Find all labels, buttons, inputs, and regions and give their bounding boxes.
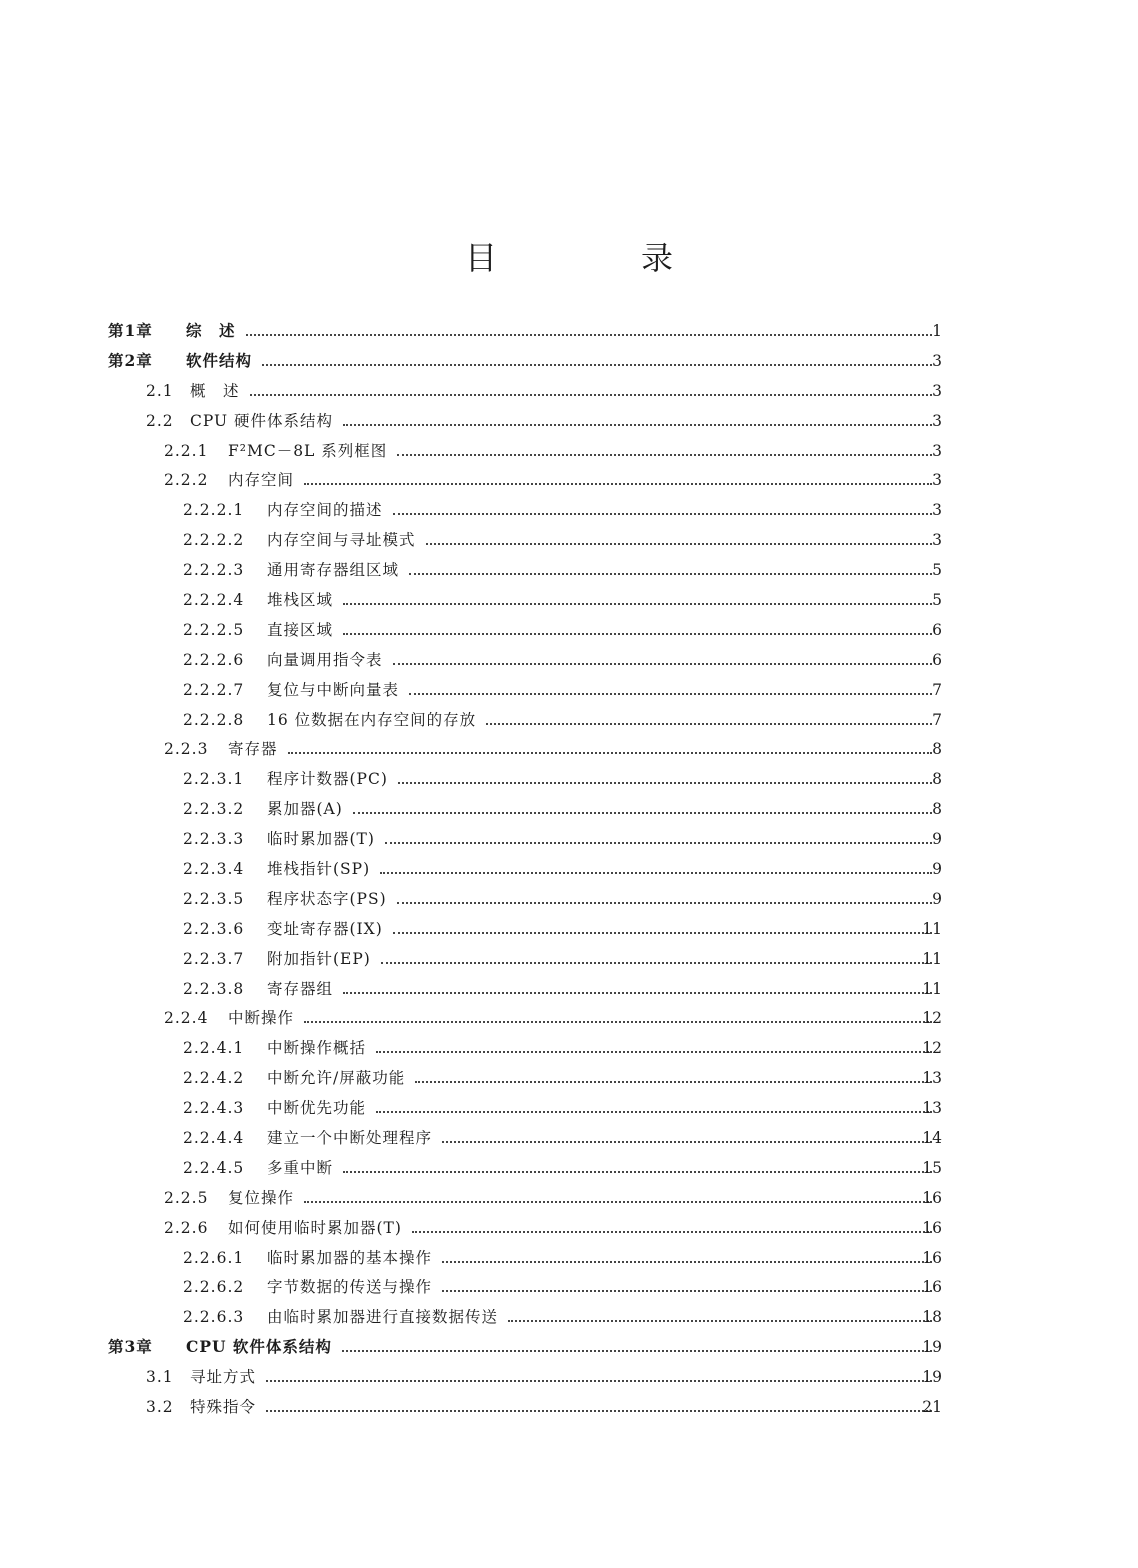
dot-leader (409, 571, 932, 575)
toc-entry-label: CPU 硬件体系结构 (190, 411, 334, 430)
toc-entry-page: 19 (922, 1338, 942, 1357)
toc-entry (0, 465, 1138, 495)
toc-entry-number: 2.2.2.7 (183, 680, 245, 699)
toc-entry (0, 555, 1138, 585)
toc-entry-label: 概 述 (190, 381, 240, 400)
toc-entry-label: 寻址方式 (190, 1368, 257, 1387)
toc-entry-page: 8 (932, 740, 942, 759)
toc-entry-page: 9 (932, 889, 942, 908)
dot-leader (398, 780, 932, 784)
dot-leader (397, 900, 932, 904)
toc-entry (0, 1063, 1138, 1093)
toc-entry-label: 寄存器 (228, 740, 278, 759)
toc-entry-page: 1 (932, 321, 942, 340)
dot-leader (442, 1139, 932, 1143)
toc-entry-page: 9 (932, 830, 942, 849)
dot-leader (343, 1169, 932, 1173)
toc-entry (0, 1392, 1138, 1422)
toc-entry-page: 14 (922, 1128, 942, 1147)
toc-entry (0, 1213, 1138, 1243)
toc-entry-number: 3.2 (146, 1398, 174, 1416)
toc-entry-label: 临时累加器的基本操作 (267, 1248, 433, 1267)
dot-leader (250, 392, 932, 396)
toc-entry (0, 1093, 1138, 1123)
dot-leader (262, 362, 932, 366)
dot-leader (393, 661, 932, 665)
toc-entry-page: 15 (922, 1158, 942, 1177)
dot-leader (304, 1019, 932, 1023)
toc-entry-page: 3 (932, 411, 942, 430)
dot-leader (353, 810, 932, 814)
toc-entry-page: 5 (932, 590, 942, 609)
dot-leader (376, 1109, 932, 1113)
toc-entry-label: 如何使用临时累加器(T) (228, 1218, 402, 1237)
toc-entry-label: 附加指针(EP) (267, 949, 371, 968)
toc-entry (0, 1123, 1138, 1153)
toc-entry-label: 直接区域 (267, 620, 334, 639)
toc-entry (0, 585, 1138, 615)
toc-entry-label: 内存空间的描述 (267, 501, 383, 520)
toc-entry-page: 3 (932, 531, 942, 550)
dot-leader (343, 601, 932, 605)
toc-entry (0, 1273, 1138, 1303)
toc-entry-number: 2.2.4.2 (183, 1069, 245, 1088)
toc-entry (0, 406, 1138, 436)
toc-entry-number: 2.2.4.4 (183, 1128, 245, 1147)
toc-entry (0, 794, 1138, 824)
toc-entry-label: 程序计数器(PC) (267, 770, 388, 789)
toc-entry-page: 6 (932, 650, 942, 669)
dot-leader (343, 631, 932, 635)
toc-entry-number: 2.2.3.3 (183, 830, 245, 849)
dot-leader (304, 1199, 932, 1203)
toc-entry-number: 2.2.3.7 (183, 949, 245, 968)
toc-entry-page: 11 (922, 979, 942, 998)
toc-entry-page: 11 (922, 919, 942, 938)
toc-entry-label: 多重中断 (267, 1158, 334, 1177)
toc-entry (0, 675, 1138, 705)
toc-entry-page: 3 (932, 501, 942, 520)
toc-entry-label: 堆栈指针(SP) (267, 859, 371, 878)
toc-entry-number: 3.1 (146, 1368, 174, 1387)
dot-leader (376, 1049, 932, 1053)
dot-leader (381, 960, 932, 964)
toc-entry (0, 1153, 1138, 1183)
dot-leader (397, 452, 932, 456)
toc-entry (0, 944, 1138, 974)
dot-leader (288, 750, 932, 754)
toc-entry-page: 13 (922, 1099, 942, 1118)
toc-entry-label: CPU 软件体系结构 (186, 1337, 332, 1357)
toc-entry-label: 堆栈区域 (267, 590, 334, 609)
toc-entry-number: 第2章 (108, 350, 153, 370)
toc-entry-label: 软件结构 (186, 350, 253, 370)
toc-entry (0, 376, 1138, 406)
toc-entry (0, 1332, 1138, 1362)
toc-entry-label: 中断允许/屏蔽功能 (267, 1069, 406, 1088)
dot-leader (343, 422, 932, 426)
dot-leader (442, 1288, 932, 1292)
dot-leader (385, 840, 932, 844)
table-of-contents (0, 316, 1138, 1422)
dot-leader (415, 1079, 932, 1083)
toc-entry (0, 705, 1138, 735)
toc-entry-label: 建立一个中断处理程序 (267, 1128, 433, 1147)
toc-entry-label: F²MC－8L 系列框图 (228, 441, 388, 460)
toc-entry-number: 2.2.2.5 (183, 620, 245, 639)
toc-entry-label: 寄存器组 (267, 979, 334, 998)
toc-entry (0, 854, 1138, 884)
toc-entry-number: 2.2.6 (164, 1218, 209, 1237)
toc-entry-label: 内存空间与寻址模式 (267, 531, 416, 550)
toc-entry-page: 19 (922, 1368, 942, 1387)
toc-entry (0, 525, 1138, 555)
toc-entry-label: 中断操作概括 (267, 1039, 367, 1058)
toc-entry-number: 2.2.3 (164, 740, 209, 759)
toc-entry-page: 11 (922, 949, 942, 968)
toc-entry (0, 1033, 1138, 1063)
toc-entry-label: 特殊指令 (190, 1398, 257, 1416)
toc-entry (0, 645, 1138, 675)
toc-entry-label: 由临时累加器进行直接数据传送 (267, 1308, 499, 1327)
toc-entry-page: 16 (922, 1248, 942, 1267)
toc-entry-page: 13 (922, 1069, 942, 1088)
toc-entry-number: 2.2.4.3 (183, 1099, 245, 1118)
toc-entry (0, 1243, 1138, 1273)
dot-leader (304, 481, 932, 485)
toc-entry-label: 通用寄存器组区域 (267, 561, 400, 580)
toc-entry-page: 7 (932, 680, 942, 699)
toc-entry-label: 内存空间 (228, 471, 295, 490)
toc-entry-number: 2.2.2 (164, 471, 209, 490)
toc-entry-label: 临时累加器(T) (267, 830, 375, 849)
toc-entry (0, 346, 1138, 376)
toc-entry (0, 436, 1138, 466)
toc-entry (0, 1003, 1138, 1033)
toc-entry-page: 8 (932, 800, 942, 819)
toc-entry-number: 2.2.2.6 (183, 650, 245, 669)
toc-entry (0, 914, 1138, 944)
toc-entry (0, 734, 1138, 764)
toc-entry-number: 2.2.3.6 (183, 919, 245, 938)
toc-entry-label: 程序状态字(PS) (267, 889, 387, 908)
toc-entry-number: 2.2.1 (164, 441, 209, 460)
toc-entry (0, 1362, 1138, 1392)
toc-entry-page: 18 (922, 1308, 942, 1327)
toc-entry-page: 16 (922, 1218, 942, 1237)
toc-entry-number: 2.2.6.2 (183, 1278, 245, 1297)
dot-leader (342, 1348, 932, 1352)
toc-entry-number: 2.2.3.5 (183, 889, 245, 908)
toc-entry-number: 2.2.4.1 (183, 1039, 245, 1058)
toc-entry-number: 2.2.3.1 (183, 770, 245, 789)
dot-leader (343, 990, 932, 994)
toc-entry (0, 884, 1138, 914)
toc-entry-page: 3 (932, 381, 942, 400)
toc-entry-number: 第1章 (108, 320, 153, 340)
toc-entry-number: 2.2 (146, 411, 174, 430)
toc-entry-number: 2.1 (146, 381, 174, 400)
toc-entry-number: 2.2.4 (164, 1009, 209, 1028)
toc-entry (0, 824, 1138, 854)
page-title: 目 录 (464, 239, 729, 278)
toc-entry-page: 5 (932, 561, 942, 580)
toc-entry (0, 1302, 1138, 1332)
toc-entry (0, 974, 1138, 1004)
toc-entry-label: 字节数据的传送与操作 (267, 1278, 433, 1297)
dot-leader (426, 541, 932, 545)
dot-leader (486, 721, 932, 725)
toc-entry-page: 16 (922, 1188, 942, 1207)
toc-entry-number: 2.2.2.4 (183, 590, 245, 609)
toc-entry-number: 2.2.3.4 (183, 859, 245, 878)
toc-entry (0, 316, 1138, 346)
toc-entry-page: 3 (932, 441, 942, 460)
toc-entry-page: 3 (932, 471, 942, 490)
dot-leader (409, 691, 932, 695)
toc-entry-label: 中断优先功能 (267, 1099, 367, 1118)
dot-leader (380, 870, 932, 874)
toc-entry-page: 21 (922, 1398, 942, 1416)
toc-entry (0, 1183, 1138, 1213)
toc-entry-label: 变址寄存器(IX) (267, 919, 383, 938)
dot-leader (412, 1229, 932, 1233)
toc-entry-number: 2.2.5 (164, 1188, 209, 1207)
toc-entry-page: 12 (922, 1009, 942, 1028)
dot-leader (246, 332, 932, 336)
toc-entry-number: 2.2.6.1 (183, 1248, 245, 1267)
toc-entry-label: 综 述 (186, 320, 236, 340)
toc-entry-label: 复位与中断向量表 (267, 680, 400, 699)
toc-entry-number: 2.2.2.1 (183, 501, 245, 520)
toc-entry-page: 3 (932, 351, 942, 370)
toc-entry-label: 16 位数据在内存空间的存放 (267, 710, 477, 729)
dot-leader (393, 930, 932, 934)
toc-entry-label: 复位操作 (228, 1188, 295, 1207)
dot-leader (393, 511, 932, 515)
toc-entry (0, 615, 1138, 645)
dot-leader (266, 1408, 932, 1412)
toc-entry-page: 8 (932, 770, 942, 789)
toc-entry-page: 9 (932, 859, 942, 878)
toc-entry-label: 向量调用指令表 (267, 650, 383, 669)
toc-entry-number: 2.2.3.8 (183, 979, 245, 998)
toc-entry-page: 12 (922, 1039, 942, 1058)
toc-entry-label: 中断操作 (228, 1009, 295, 1028)
toc-entry-number: 2.2.6.3 (183, 1308, 245, 1327)
toc-entry-number: 2.2.4.5 (183, 1158, 245, 1177)
dot-leader (266, 1378, 932, 1382)
dot-leader (508, 1318, 932, 1322)
toc-entry-label: 累加器(A) (267, 800, 343, 819)
toc-entry-page: 16 (922, 1278, 942, 1297)
toc-entry-number: 第3章 (108, 1337, 153, 1357)
toc-entry-number: 2.2.2.2 (183, 531, 245, 550)
dot-leader (442, 1259, 932, 1263)
toc-entry-number: 2.2.2.8 (183, 710, 245, 729)
toc-entry-number: 2.2.2.3 (183, 561, 245, 580)
toc-entry (0, 495, 1138, 525)
toc-entry (0, 764, 1138, 794)
toc-entry-page: 6 (932, 620, 942, 639)
toc-entry-page: 7 (932, 710, 942, 729)
toc-entry-number: 2.2.3.2 (183, 800, 245, 819)
